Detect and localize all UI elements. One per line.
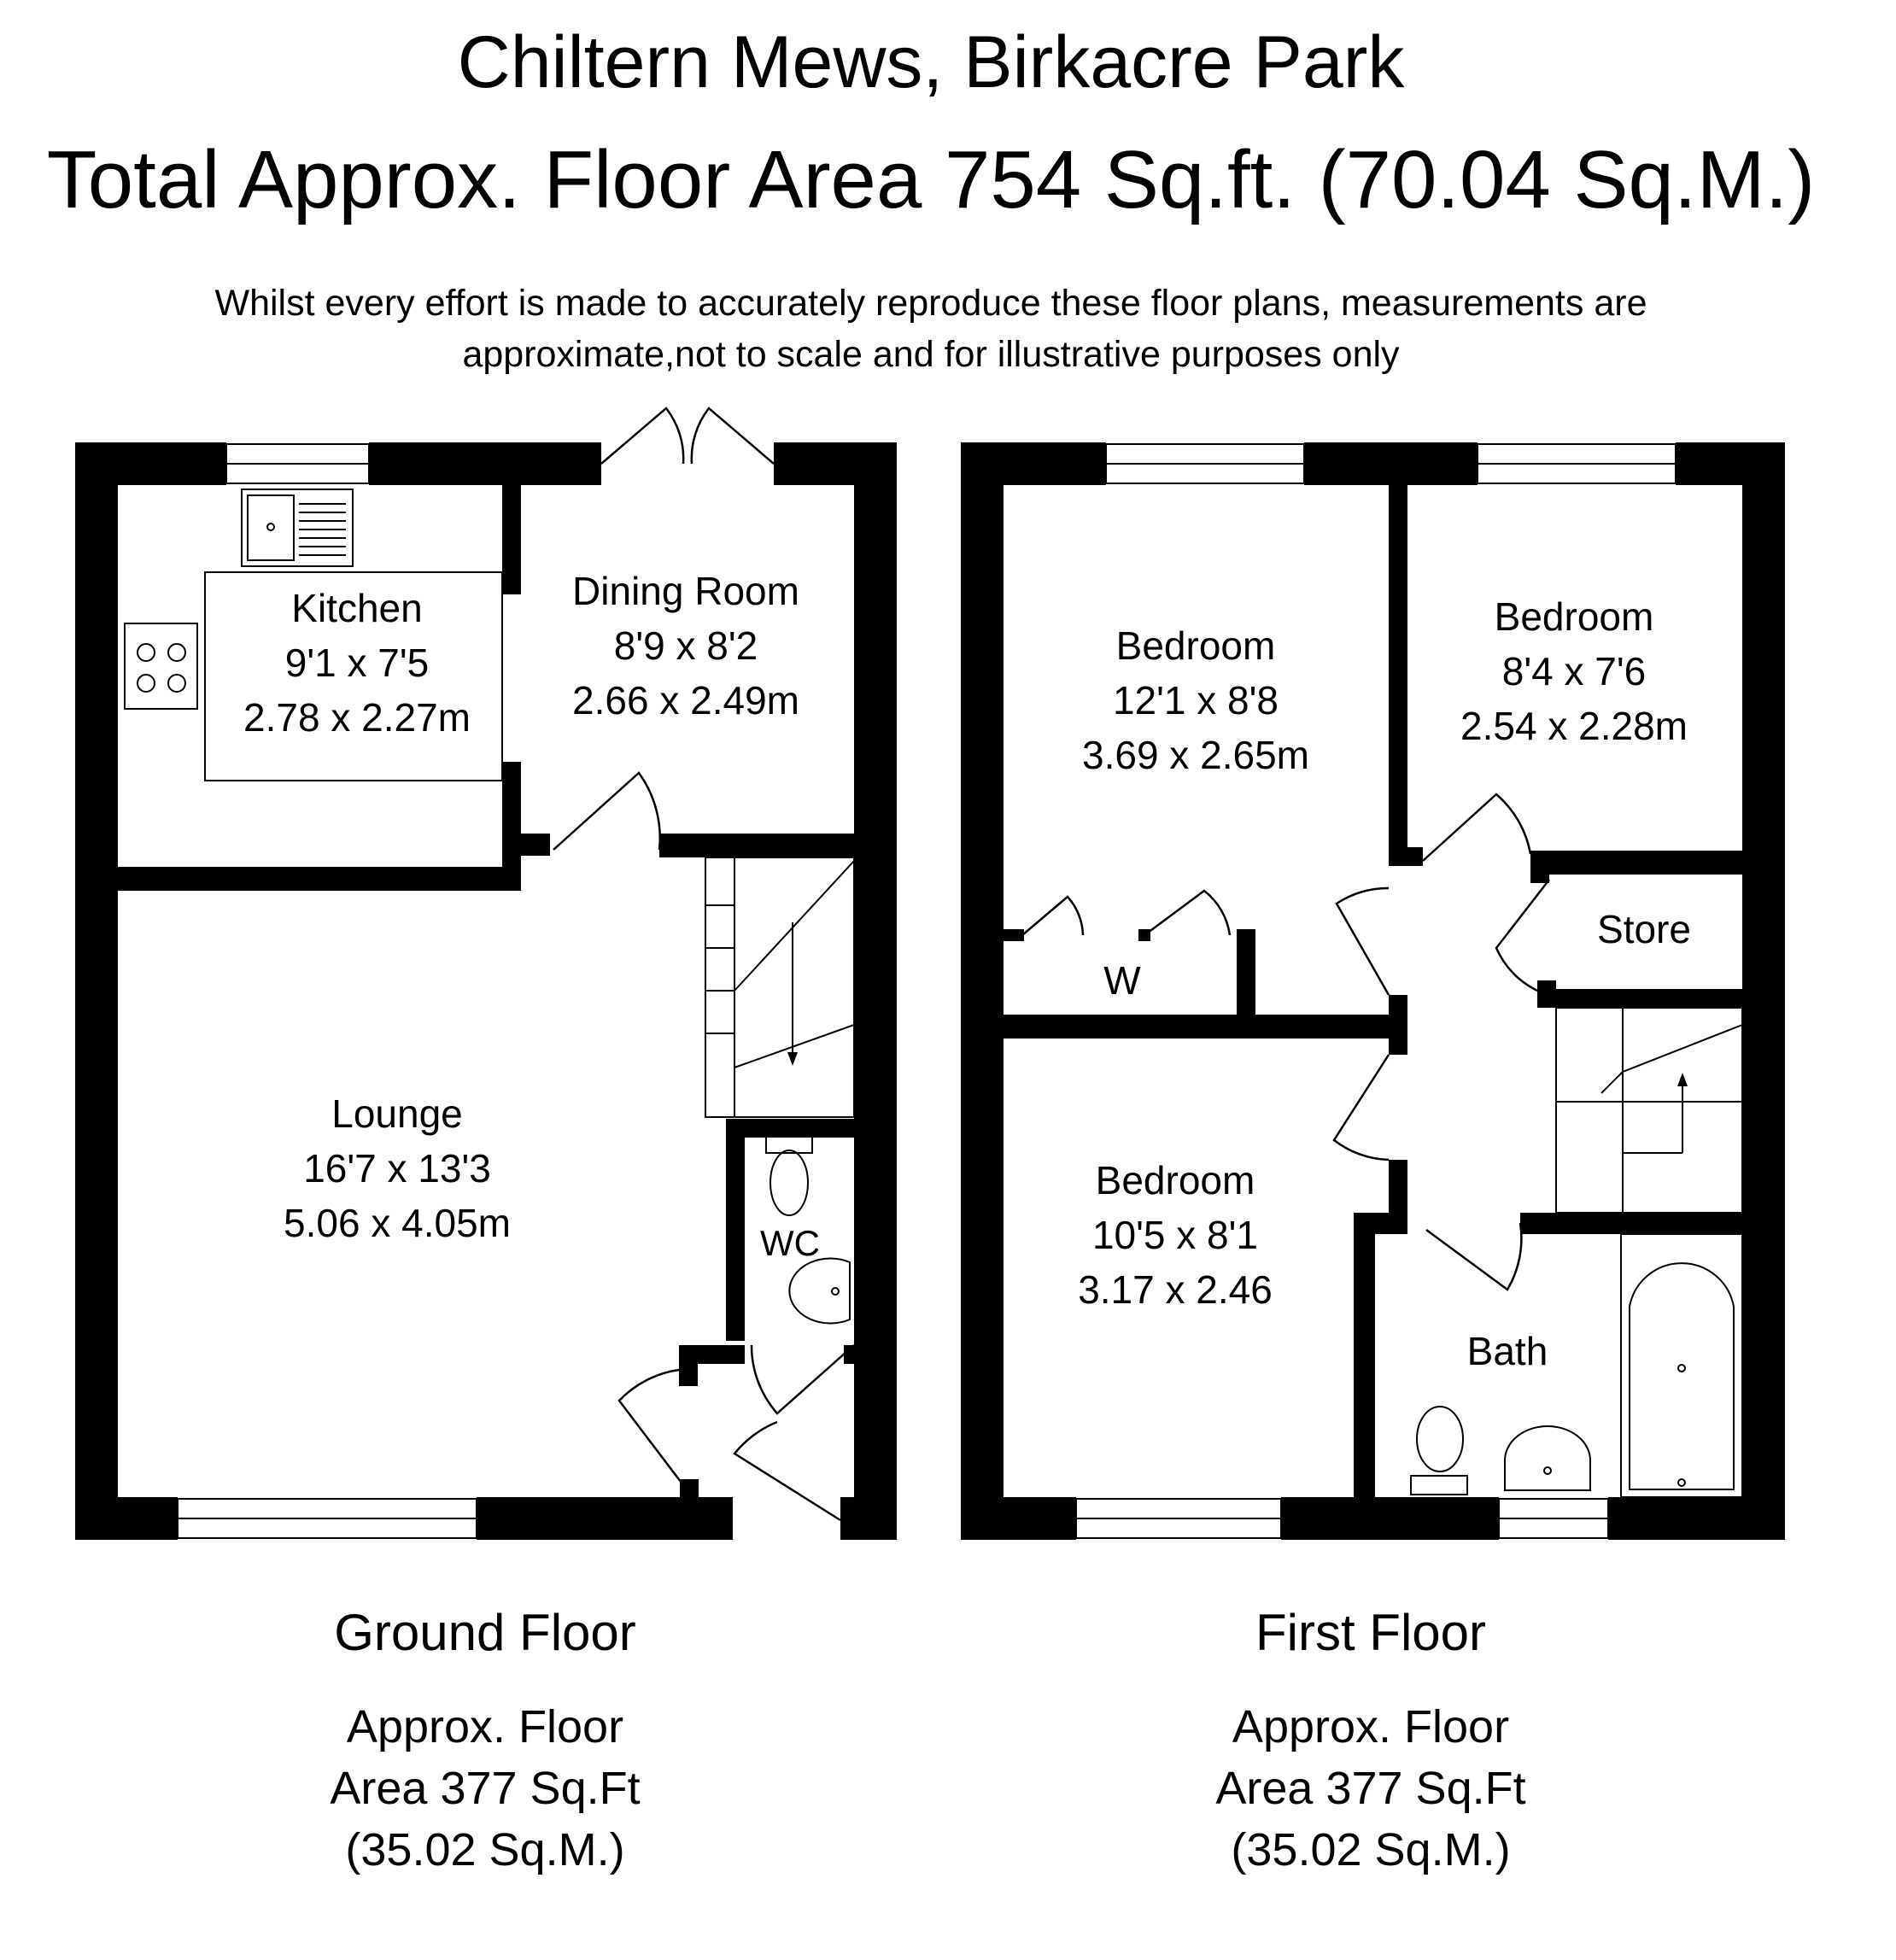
basin xyxy=(1505,1426,1590,1490)
ground-floor-area-3: (35.02 Sq.M.) xyxy=(345,1824,625,1875)
door-swing xyxy=(619,1370,681,1482)
bathtub xyxy=(1621,1234,1742,1497)
wardrobe-label: W xyxy=(1103,958,1141,1003)
door-swing xyxy=(1337,888,1389,995)
lounge-metric: 5.06 x 4.05m xyxy=(284,1201,511,1245)
wall xyxy=(680,1479,699,1497)
wall xyxy=(1537,989,1785,1008)
toilet xyxy=(766,1136,812,1215)
first-floor-area-1: Approx. Floor xyxy=(1232,1701,1510,1752)
hob xyxy=(125,623,197,709)
wall xyxy=(1004,1015,1405,1039)
bedroom-1-metric: 3.69 x 2.65m xyxy=(1082,733,1309,777)
wc-door-swing xyxy=(752,1345,854,1413)
wall xyxy=(75,1497,178,1540)
dining-room-label: Dining Room xyxy=(572,569,799,613)
door-swing xyxy=(1334,1055,1389,1160)
wall xyxy=(1530,851,1549,883)
first-floor-caption: First Floor xyxy=(1255,1604,1486,1661)
bedroom-3-imperial: 10'5 x 8'1 xyxy=(1091,1213,1259,1257)
kitchen-sink xyxy=(242,489,353,566)
plan-title: Chiltern Mews, Birkacre Park xyxy=(457,21,1405,103)
wall xyxy=(1281,1497,1499,1540)
wall xyxy=(1389,995,1407,1055)
bath-label: Bath xyxy=(1466,1329,1548,1373)
wall xyxy=(1389,1160,1407,1215)
dining-room-metric: 2.66 x 2.49m xyxy=(572,678,799,723)
wall xyxy=(961,1497,1076,1540)
wall xyxy=(75,867,521,891)
disclaimer-line-2: approximate,not to scale and for illustrative purposes only xyxy=(462,334,1400,375)
ground-floor-caption: Ground Floor xyxy=(334,1604,636,1661)
door-swing xyxy=(1423,794,1530,861)
disclaimer-line-1: Whilst every effort is made to accurately reproduce these floor plans, measurements are xyxy=(214,283,1647,324)
wall xyxy=(369,442,601,485)
wall xyxy=(1237,929,1255,1015)
ground-floor-area-2: Area 377 Sq.Ft xyxy=(330,1763,641,1814)
wall xyxy=(502,834,550,856)
kitchen-label: Kitchen xyxy=(291,586,423,630)
wall xyxy=(679,1345,698,1386)
bedroom-2-label: Bedroom xyxy=(1494,594,1654,639)
wardrobe-doors xyxy=(1012,891,1230,941)
ground-floor-plan xyxy=(75,408,897,1540)
total-floor-area: Total Approx. Floor Area 754 Sq.ft. (70.04 Sq.M.) xyxy=(46,134,1816,225)
wall xyxy=(961,442,1004,1540)
store-door-swing xyxy=(1496,880,1549,991)
bedroom-3-label: Bedroom xyxy=(1095,1158,1255,1202)
lounge-imperial: 16'7 x 13'3 xyxy=(303,1146,491,1191)
wall xyxy=(1520,1213,1785,1234)
lounge-label: Lounge xyxy=(331,1091,463,1136)
ground-floor-area-1: Approx. Floor xyxy=(346,1701,624,1752)
wall xyxy=(1389,485,1407,861)
wall xyxy=(854,442,897,1540)
store-label: Store xyxy=(1597,907,1691,951)
wall xyxy=(659,834,897,857)
bedroom-1-imperial: 12'1 x 8'8 xyxy=(1112,678,1279,723)
bedroom-2-imperial: 8'4 x 7'6 xyxy=(1501,649,1647,693)
staircase xyxy=(705,857,854,1117)
bedroom-2-metric: 2.54 x 2.28m xyxy=(1460,704,1688,748)
wc-label: WC xyxy=(760,1223,820,1263)
front-door-swing xyxy=(734,1422,840,1520)
bath-door-swing xyxy=(1426,1223,1521,1290)
wall xyxy=(1304,442,1478,485)
first-floor-area-3: (35.02 Sq.M.) xyxy=(1231,1824,1511,1875)
wall xyxy=(75,442,118,1540)
wall xyxy=(1389,847,1423,866)
wall xyxy=(477,1497,733,1540)
patio-doors xyxy=(601,408,774,464)
wall xyxy=(502,485,521,594)
kitchen-imperial: 9'1 x 7'5 xyxy=(284,641,430,685)
wall xyxy=(502,762,521,890)
door-swing xyxy=(553,773,660,850)
bedroom-3-metric: 3.17 x 2.46 xyxy=(1078,1267,1273,1312)
wall xyxy=(1530,851,1785,875)
toilet xyxy=(1411,1407,1467,1495)
staircase xyxy=(1556,1008,1742,1213)
bedroom-1-label: Bedroom xyxy=(1115,623,1276,668)
kitchen-metric: 2.78 x 2.27m xyxy=(243,695,471,740)
wall xyxy=(1354,1213,1375,1497)
wall xyxy=(726,1119,897,1138)
wall xyxy=(1608,1497,1785,1540)
wall xyxy=(726,1119,745,1341)
wall xyxy=(840,1497,897,1540)
first-floor-plan xyxy=(961,442,1785,1540)
first-floor-area-2: Area 377 Sq.Ft xyxy=(1215,1763,1526,1814)
basin xyxy=(789,1258,850,1323)
dining-room-imperial: 8'9 x 8'2 xyxy=(613,623,758,668)
